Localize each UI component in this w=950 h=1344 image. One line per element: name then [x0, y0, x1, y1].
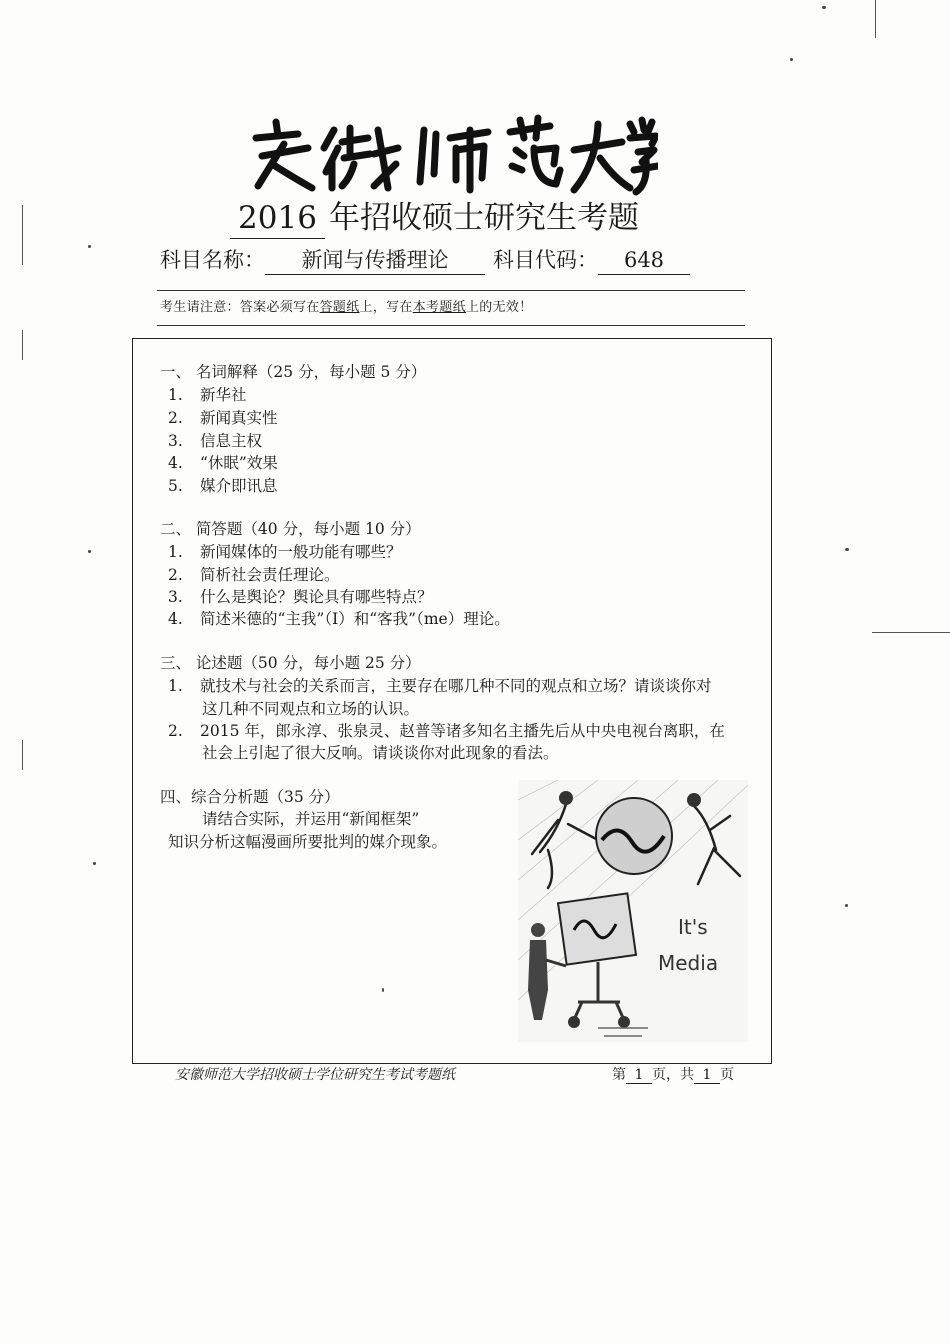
- analysis-prompt-continued: 知识分析这幅漫画所要批判的媒介现象。: [168, 833, 448, 851]
- question-text: 媒介即讯息: [200, 477, 278, 495]
- notice-prefix: 考生请注意：答案必须写在: [160, 300, 320, 315]
- page-prefix: 第: [612, 1067, 626, 1083]
- section-title: 三、 论述题（50 分，每小题 25 分）: [160, 654, 421, 672]
- analysis-prompt: 请结合实际，并运用“新闻框架”: [202, 810, 420, 828]
- subject-label: 科目名称：: [160, 248, 265, 272]
- question-text: 新闻真实性: [200, 409, 278, 427]
- scan-edge-line: [22, 740, 23, 770]
- question-text: 什么是舆论？舆论具有哪些特点？: [200, 588, 433, 606]
- scan-edge-line: [875, 0, 876, 38]
- question-text: 信息主权: [200, 432, 263, 450]
- scan-speck: [790, 58, 793, 61]
- subject-row: [160, 244, 690, 275]
- question-text: 新华社: [200, 386, 247, 404]
- question-number: 1.: [168, 543, 183, 561]
- question-number: 2.: [168, 722, 183, 740]
- page-current: 1: [626, 1067, 652, 1084]
- scan-speck: [93, 862, 96, 865]
- question-item: [168, 585, 433, 607]
- page-counter: [612, 1064, 734, 1084]
- page-suffix: 页: [720, 1067, 734, 1083]
- question-number: 3.: [168, 432, 183, 450]
- cartoon-caption-line2: Media: [658, 951, 719, 975]
- question-number: 3.: [168, 588, 183, 606]
- question-text: 就技术与社会的关系而言，主要存在哪几种不同的观点和立场？请谈谈你对: [200, 677, 712, 695]
- question-item: [168, 719, 725, 741]
- section-title: 二、 简答题（40 分，每小题 10 分）: [160, 520, 421, 538]
- subject-name: 新闻与传播理论: [265, 246, 485, 275]
- page-total: 1: [694, 1067, 720, 1084]
- exam-title: [230, 192, 639, 239]
- notice-question-sheet: 本考题纸: [412, 300, 466, 315]
- scan-edge-line: [872, 632, 950, 633]
- question-text-continued: 社会上引起了很大反响。请谈谈你对此现象的看法。: [202, 744, 559, 762]
- exam-title-text: 年招收硕士研究生考题: [329, 200, 639, 236]
- notice-suffix: 上的无效！: [465, 300, 533, 315]
- question-item: [168, 451, 278, 473]
- question-item: [168, 474, 278, 496]
- scan-speck: [845, 904, 848, 907]
- question-item: [168, 674, 712, 696]
- question-text-continued: 这几种不同观点和立场的认识。: [202, 700, 420, 718]
- question-number: 2.: [168, 409, 183, 427]
- divider: [157, 290, 745, 291]
- question-item: [168, 540, 402, 562]
- question-item: [168, 429, 262, 451]
- scan-speck: [88, 550, 91, 553]
- question-item: [168, 563, 340, 585]
- question-text: 2015 年，郎永淳、张泉灵、赵普等诸多知名主播先后从中央电视台离职，在: [200, 722, 725, 740]
- question-number: 1.: [168, 677, 183, 695]
- question-number: 4.: [168, 610, 183, 628]
- question-item: [168, 406, 278, 428]
- footer-sheet-name: 安徽师范大学招收硕士学位研究生考试考题纸: [175, 1067, 455, 1083]
- question-number: 5.: [168, 477, 183, 495]
- section-title: 四、综合分析题（35 分）: [160, 788, 340, 806]
- question-number: 4.: [168, 454, 183, 472]
- scan-speck: [88, 245, 91, 248]
- scan-speck: [845, 548, 849, 551]
- question-text: “休眠”效果: [200, 454, 278, 472]
- university-calligraphy-logo: [238, 108, 658, 198]
- section-title: 一、 名词解释（25 分，每小题 5 分）: [160, 363, 427, 381]
- question-text: 简析社会责任理论。: [200, 566, 340, 584]
- question-text: 新闻媒体的一般功能有哪些？: [200, 543, 402, 561]
- page-mid: 页，共: [652, 1067, 694, 1083]
- question-item: [168, 383, 247, 405]
- media-cartoon-image: [518, 780, 748, 1042]
- cartoon-caption-line1: It's: [678, 915, 708, 939]
- code-label: 科目代码：: [493, 248, 598, 272]
- scan-edge-line: [22, 330, 23, 360]
- scan-edge-line: [22, 205, 23, 265]
- scan-speck: [822, 6, 826, 9]
- question-number: 2.: [168, 566, 183, 584]
- notice-answer-sheet: 答题纸: [319, 300, 360, 315]
- subject-code: 648: [598, 246, 690, 275]
- question-text: 简述米德的“主我”（I）和“客我”（me）理论。: [200, 610, 510, 628]
- question-item: [168, 607, 510, 629]
- question-number: 1.: [168, 386, 183, 404]
- exam-notice: [160, 296, 532, 315]
- notice-mid: 上，写在: [359, 300, 413, 315]
- divider: [157, 325, 745, 326]
- exam-year: 2016: [230, 198, 325, 239]
